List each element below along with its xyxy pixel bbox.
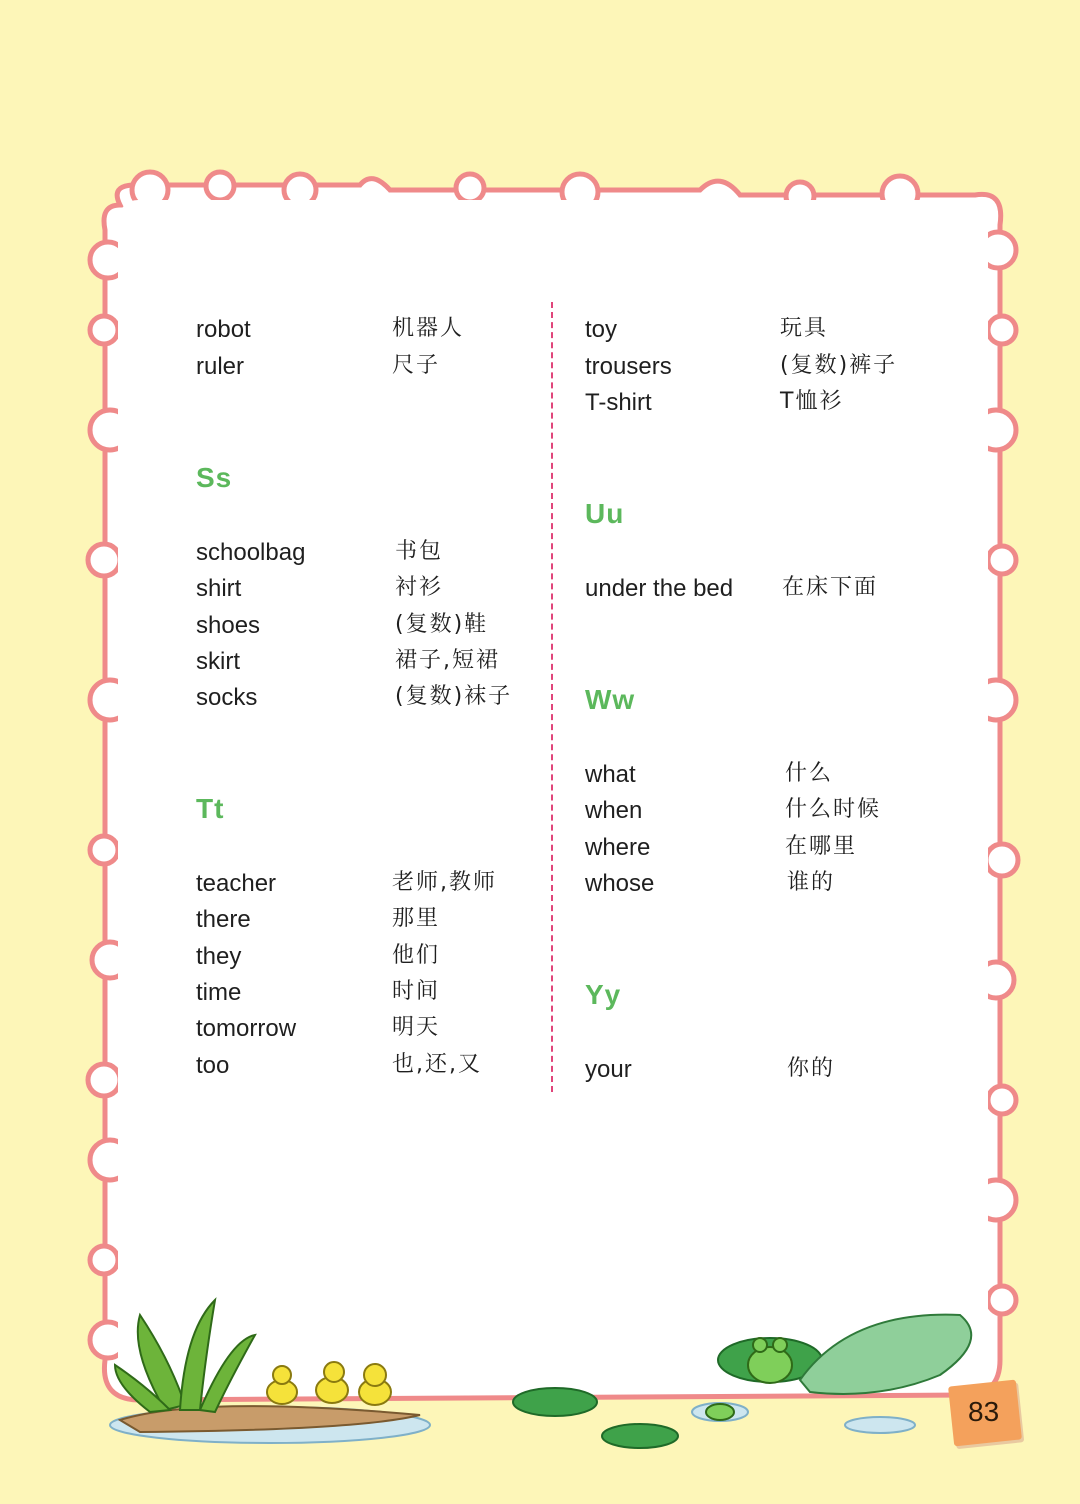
trans-trousers: (复数)裤子 [780,353,898,378]
trans-under-the-bed: 在床下面 [782,575,879,600]
trans-tomorrow: 明天 [392,1015,441,1040]
letter-heading-w: Ww [585,684,636,715]
letter-heading-t: Tt [196,793,225,824]
trans-toy: 玩具 [780,316,829,341]
word-skirt: skirt [196,648,240,675]
trans-what: 什么 [785,761,834,786]
trans-your: 你的 [787,1056,836,1081]
trans-robot: 机器人 [392,316,465,341]
word-under-the-bed: under the bed [585,575,734,602]
trans-schoolbag: 书包 [395,539,444,564]
trans-when: 什么时候 [785,797,882,822]
word-trousers: trousers [585,353,672,380]
trans-where: 在哪里 [785,834,858,859]
trans-ruler: 尺子 [392,353,441,378]
word-when: when [585,797,643,824]
trans-tshirt: T恤衫 [780,389,844,414]
word-what: what [585,761,636,788]
trans-whose: 谁的 [787,870,836,895]
word-too: too [196,1052,230,1079]
trans-time: 时间 [392,979,441,1004]
word-shirt: shirt [196,575,242,602]
word-tshirt: T-shirt [585,389,652,416]
word-there: there [196,906,251,933]
word-schoolbag: schoolbag [196,539,306,566]
column-divider [551,302,553,1092]
trans-shoes: (复数)鞋 [395,612,489,637]
letter-heading-s: Ss [196,462,233,493]
word-where: where [585,834,651,861]
word-your: your [585,1056,632,1083]
word-shoes: shoes [196,612,261,639]
word-ruler: ruler [196,353,245,380]
trans-too: 也,还,又 [392,1052,482,1077]
word-socks: socks [196,684,258,711]
trans-socks: (复数)袜子 [395,684,513,709]
trans-shirt: 衬衫 [395,575,444,600]
word-tomorrow: tomorrow [196,1015,297,1042]
page-number: 83 [968,1396,1000,1427]
trans-teacher: 老师,教师 [392,870,497,895]
word-teacher: teacher [196,870,277,897]
word-time: time [196,979,242,1006]
letter-heading-y: Yy [585,979,622,1010]
word-they: they [196,943,242,970]
trans-there: 那里 [392,906,441,931]
word-robot: robot [196,316,251,343]
letter-heading-u: Uu [585,498,625,529]
word-toy: toy [585,316,618,343]
trans-skirt: 裙子,短裙 [395,648,500,673]
trans-they: 他们 [392,943,441,968]
word-whose: whose [585,870,655,897]
